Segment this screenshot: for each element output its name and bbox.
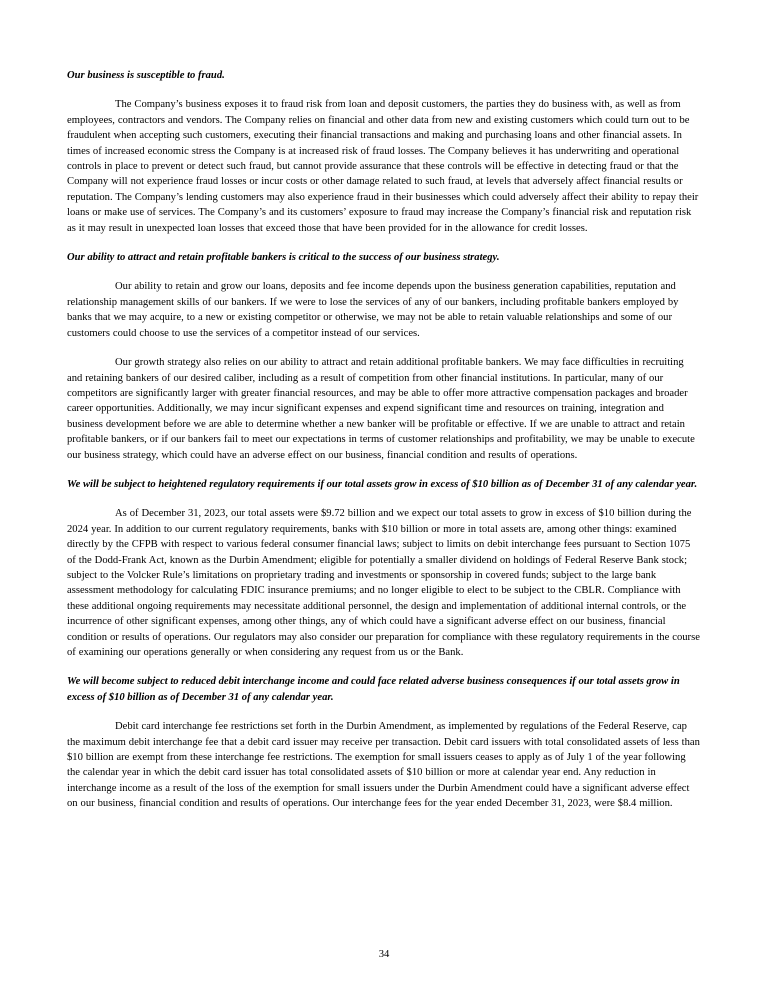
risk-section-debit-interchange	[67, 674, 701, 811]
risk-heading-regulatory-requirements: We will be subject to heightened regulatory requirements if our total assets grow in excess of $10 billion as of December 31 of any calendar year.	[67, 478, 698, 490]
risk-heading-bankers: Our ability to attract and retain profitable bankers is critical to the success of our business strategy.	[67, 252, 500, 264]
risk-paragraph: As of December 31, 2023, our total assets were $9.72 billion and we expect our total assets to grow in excess of $10 billion during the 2024 year. In addition to our current regulatory requirements, banks with $10 billion or more in total assets are, among other things: examined directly by the CFPB with respect to various federal consumer financial laws; subject to limits on debit interchange fees pursuant to Section 1075 of the Dodd-Frank Act, known as the Durbin Amendment; eligible for potentially a smaller dividend on holdings of Federal Reserve Bank stock; subject to the Volcker Rule’s limitations on proprietary trading and investments or sponsorship in covered funds; subject to the large bank assessment methodology for calculating FDIC insurance premiums; and no longer eligible to elect to be subject to the CBLR. Compliance with these additional ongoing requirements may necessitate additional personnel, the design and implementation of additional internal controls, or the incurrence of other significant expenses, among other things, any of which could have a significant adverse effect on our business, financial condition or results of operations. Our regulators may also consider our preparation for compliance with these regulatory requirements in the course of examining our operations generally or when considering any request from us or the Bank.	[67, 508, 700, 658]
risk-heading-fraud: Our business is susceptible to fraud.	[67, 70, 225, 81]
risk-paragraph: The Company’s business exposes it to fraud risk from loan and deposit customers, the parties they do business with, as well as from employees, contractors and vendors. The Company relies on financial and other data from new and existing customers which could turn out to be fraudulent when accepting such customers, executing their financial transactions and making and purchasing loans and other financial assets. In times of increased economic stress the Company is at increased risk of fraud losses. The Company believes it has underwriting and operational controls in place to prevent or detect such fraud, but cannot provide assurance that these controls will be effective in detecting fraud or that the Company will not experience fraud losses or incur costs or other damage related to such fraud, at levels that adversely affect financial results or reputation. The Company’s lending customers may also experience fraud in their businesses which could adversely affect their ability to repay their loans or make use of services. The Company’s and its customers’ exposure to fraud may increase the Company’s financial risk and reputation risk as it may result in unexpected loan losses that exceed those that have been provided for in the allowance for credit losses.	[67, 99, 699, 234]
page-number: 34	[378, 948, 390, 960]
risk-section-bankers	[67, 250, 701, 463]
risk-section-fraud	[67, 68, 701, 236]
risk-section-regulatory-requirements	[67, 477, 701, 660]
risk-paragraph: Our ability to retain and grow our loans, deposits and fee income depends upon the business generation capabilities, reputation and relationship management skills of our bankers. If we were to lose the services of any of our bankers, including profitable bankers employed by banks that we may acquire, to a new or existing competitor or otherwise, we may not be able to retain valuable relationships and some of our customers could choose to use the services of a competitor instead of our services.	[67, 281, 679, 339]
risk-heading-debit-interchange: We will become subject to reduced debit interchange income and could face related adverse business consequences if our total assets grow in excess of $10 billion as of December 31 of any calendar year.	[67, 676, 680, 703]
risk-paragraph: Our growth strategy also relies on our ability to attract and retain additional profitable bankers. We may face difficulties in recruiting and retaining bankers of our desired caliber, including as a result of competition from other financial institutions. In particular, many of our competitors are significantly larger with greater financial resources, and may be able to offer more attractive compensation packages and broader career opportunities. Additionally, we may incur significant expenses and expend significant time and resources on training, integration and business development before we are able to determine whether a new banker will be profitable or effective. If we are unable to attract and retain profitable bankers, or if our bankers fail to meet our expectations in terms of customer relationships and profitability, we may be unable to execute our business strategy, which could have an adverse effect on our business, financial condition and results of operations.	[67, 357, 695, 461]
risk-paragraph: Debit card interchange fee restrictions set forth in the Durbin Amendment, as implemented by regulations of the Federal Reserve, cap the maximum debit interchange fee that a debit card issuer may receive per transaction. Debit card issuers with total consolidated assets of less than $10 billion are exempt from these interchange fee restrictions. The exemption for small issuers ceases to apply as of July 1 of the year following the calendar year in which the debit card issuer has total consolidated assets of $10 billion or more at calendar year end. Any reduction in interchange income as a result of the loss of the exemption for small issuers under the Durbin Amendment could have a significant adverse effect on our business, financial condition and results of operations. Our interchange fees for the year ended December 31, 2023, were $8.4 million.	[67, 721, 700, 810]
